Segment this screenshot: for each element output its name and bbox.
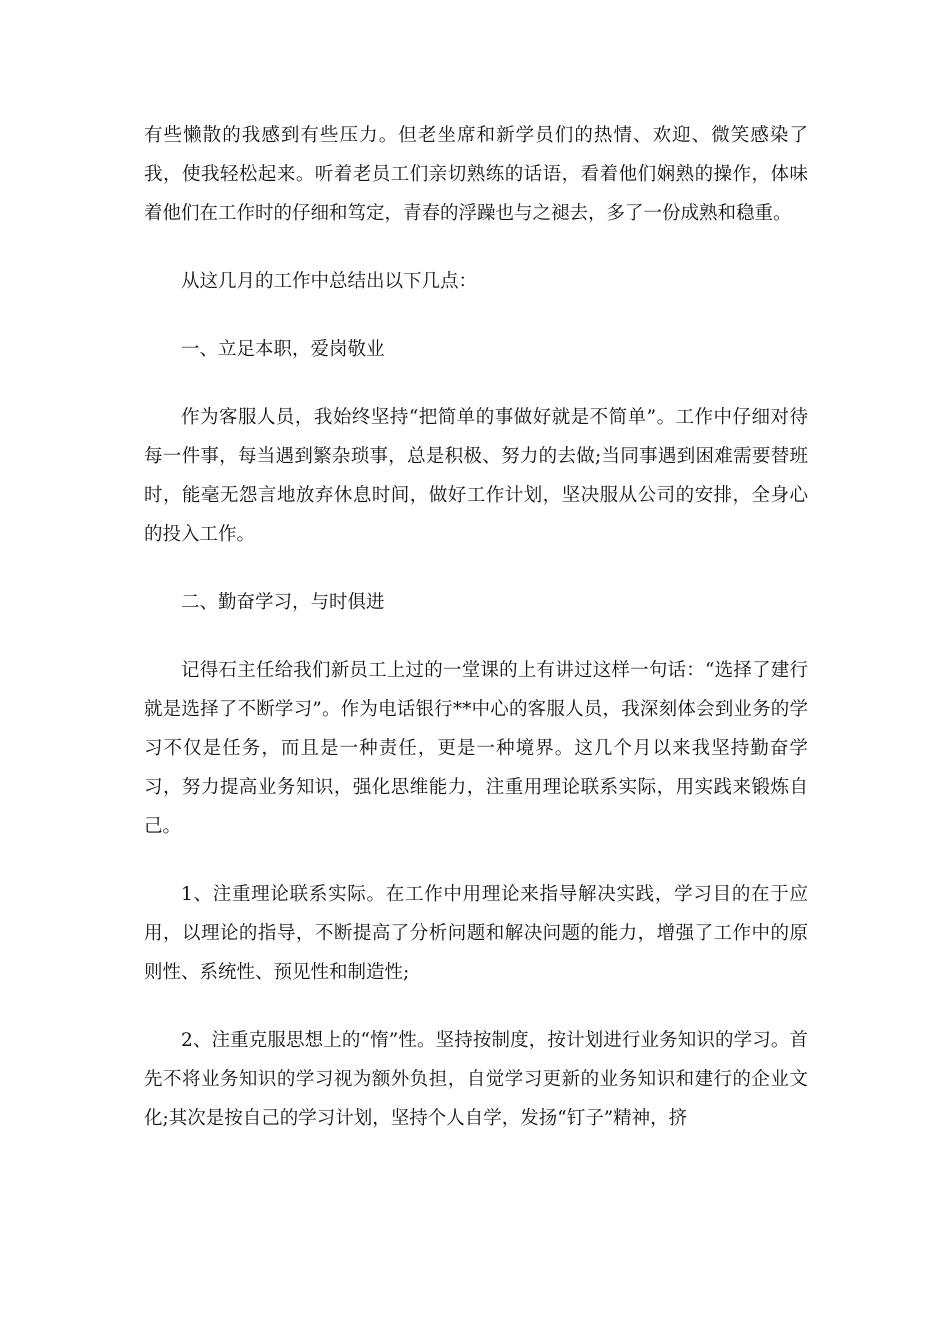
- section-heading-2: 二、勤奋学习，与时俱进: [181, 592, 385, 613]
- paragraph-section-2: 记得石主任给我们新员工上过的一堂课的上有讲过这样一句话：“选择了建行就是选择了不断学习”。作为电话银行**中心的客服人员，我深刻体会到业务的学习不仅是任务，而且是一种责任，更是一种境界。这几个月以来我坚持勤奋学习，努力提高业务知识，强化思维能力，注重用理论联系实际，用实践来锻炼自己。: [144, 660, 808, 837]
- paragraph-summary-intro: 从这几月的工作中总结出以下几点：: [181, 271, 478, 292]
- section-heading-1: 一、立足本职，爱岗敬业: [181, 339, 385, 360]
- paragraph-continuation: 有些懒散的我感到有些压力。但老坐席和新学员们的热情、欢迎、微笑感染了我，使我轻松起来。听着老员工们亲切熟练的话语，看着他们娴熟的操作，体味着他们在工作时的仔细和笃定，青春的浮躁也与之褪去，多了一份成熟和稳重。: [144, 125, 808, 224]
- list-item-2: 2、注重克服思想上的“惰”性。坚持按制度，按计划进行业务知识的学习。首先不将业务知识的学习视为额外负担，自觉学习更新的业务知识和建行的企业文化;其次是按自己的学习计划，坚持个人自学，发扬“钉子”精神，挤: [144, 1030, 808, 1129]
- paragraph-section-1: 作为客服人员，我始终坚持“把简单的事做好就是不简单”。工作中仔细对待每一件事，每当遇到繁杂琐事，总是积极、努力的去做;当同事遇到困难需要替班时，能毫无怨言地放弃休息时间，做好工作计划，坚决服从公司的安排，全身心的投入工作。: [144, 407, 808, 545]
- list-item-1: 1、注重理论联系实际。在工作中用理论来指导解决实践，学习目的在于应用，以理论的指导，不断提高了分析问题和解决问题的能力，增强了工作中的原则性、系统性、预见性和制造性;: [144, 884, 808, 983]
- document-body: [144, 116, 808, 1138]
